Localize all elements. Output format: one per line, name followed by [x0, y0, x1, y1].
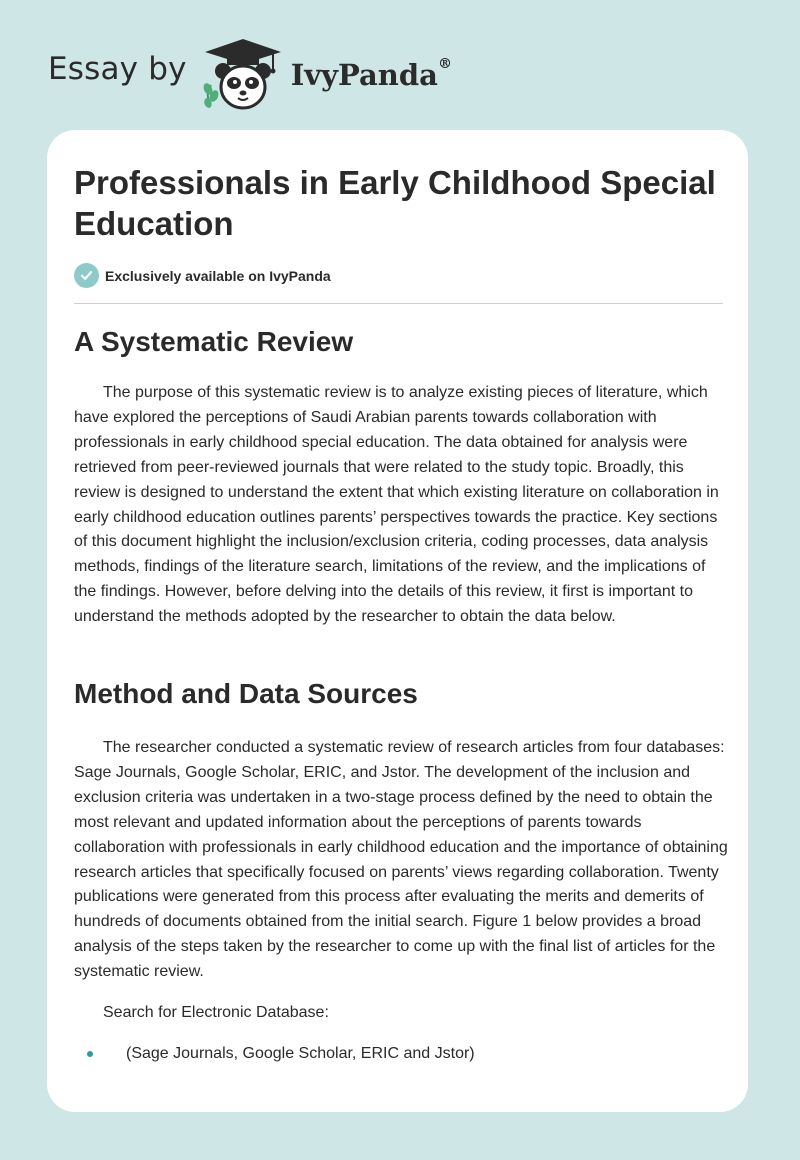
site-header [48, 34, 452, 114]
list-item [87, 1045, 475, 1063]
divider [74, 303, 723, 304]
page-title: Professionals in Early Childhood Special Education [74, 164, 716, 242]
exclusive-badge [74, 263, 331, 288]
essay-by-label: Essay by [48, 51, 187, 87]
section-paragraph-method: The researcher conducted a systematic review of research articles from four databases: Sage Journals, Google Scholar, ERIC, and Jstor. The development of the inclusion and exclusion criteria was undertaken in a two-stage process defined by the need to obtain the most relevant and updated information about the perceptions of parents towards collaboration with professionals in early childhood education and the importance of obtaining research articles that specifically focused on parents’ views regarding collaboration. Twenty publications were generated from this process after evaluating the merits and demerits of hundreds of documents obtained from the initial search. Figure 1 below provides a broad analysis of the steps taken by the researcher to come up with the final list of articles for the systematic review. [74, 739, 728, 981]
search-label: Search for Electronic Database: [103, 1004, 329, 1021]
article-card [47, 130, 748, 1112]
check-icon [74, 263, 99, 288]
bullet-icon [87, 1051, 93, 1057]
exclusive-label: Exclusively available on IvyPanda [105, 267, 331, 284]
section-paragraph-systematic-review: The purpose of this systematic review is to analyze existing pieces of literature, which have explored the perceptions of Saudi Arabian parents towards collaboration with professionals in early childhood special education. The data obtained for analysis were retrieved from peer-reviewed journals that were related to the study topic. Broadly, this review is designed to understand the extent that which existing literature on collaboration in early childhood education outlines parents’ perspectives towards the practice. Key sections of this document highlight the inclusion/exclusion criteria, coding processes, data analysis methods, findings of the literature search, limitations of the review, and the implications of the findings. However, before delving into the details of this review, it first is important to understand the methods adopted by the researcher to obtain the data below. [74, 384, 719, 626]
section-heading-method: Method and Data Sources [74, 678, 418, 709]
section-heading-systematic-review: A Systematic Review [74, 326, 354, 357]
list-item-text: (Sage Journals, Google Scholar, ERIC and Jstor) [126, 1045, 475, 1062]
ivypanda-logo-icon[interactable] [199, 35, 287, 113]
brand-name[interactable]: IvyPanda® [290, 56, 452, 92]
